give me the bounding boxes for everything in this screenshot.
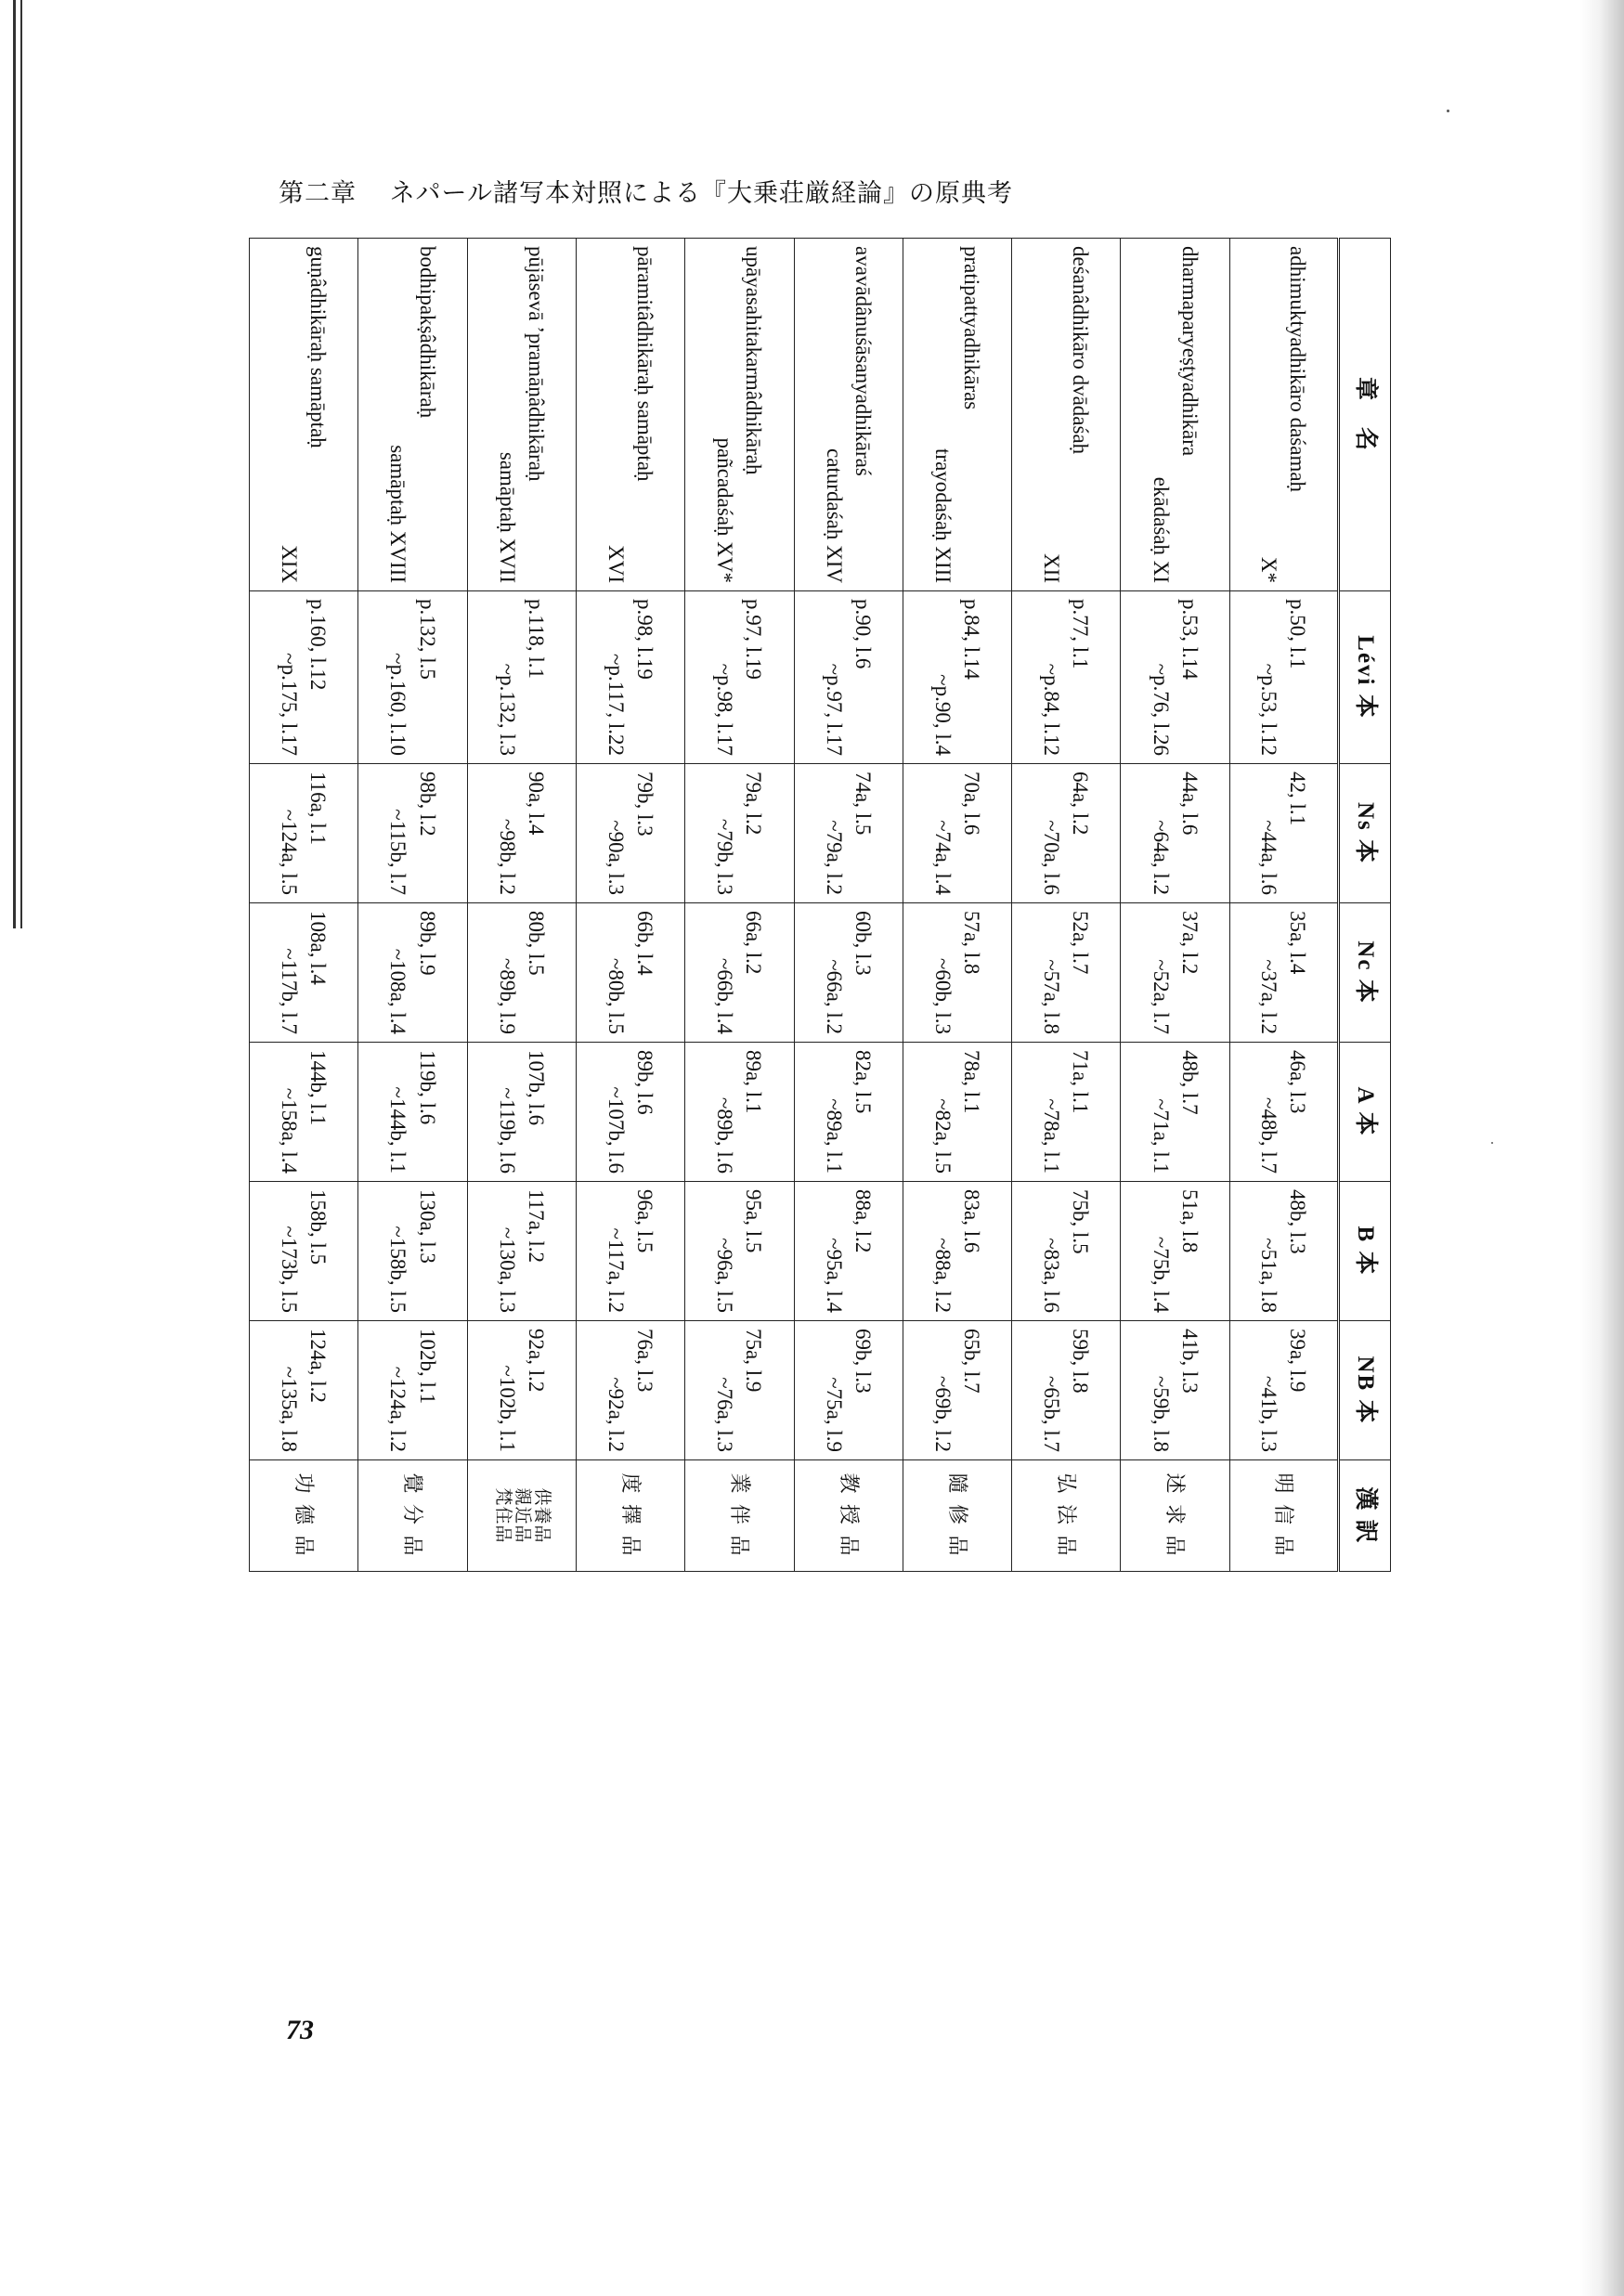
ref-end: ~59b, l.8 — [1149, 1375, 1173, 1452]
chapter-numeral: X* — [1257, 556, 1281, 583]
ref-end: ~82a, l.5 — [930, 1098, 955, 1174]
ref-cell-a — [903, 1043, 1011, 1182]
table-row — [903, 239, 1011, 1572]
chapter-name-cell — [467, 239, 576, 591]
table-row — [1121, 239, 1229, 1572]
chapter-name-cell — [1121, 239, 1229, 591]
ref-end: ~69b, l.2 — [930, 1375, 955, 1452]
ref-cell-a — [685, 1043, 794, 1182]
manuscript-concordance-table — [249, 238, 1391, 1572]
ref-end: ~144b, l.1 — [386, 1086, 410, 1174]
ref-cell-b — [794, 1182, 903, 1321]
ref-end: ~p.175, l.17 — [278, 653, 302, 756]
ref-end: ~90a, l.3 — [604, 820, 629, 895]
ref-end: ~76a, l.3 — [713, 1377, 737, 1452]
chapter-name-cell — [794, 239, 903, 591]
chinese-translation-cell — [467, 1460, 576, 1572]
ref-end: ~60b, l.3 — [930, 957, 955, 1034]
ref-cell-nc — [250, 903, 358, 1043]
ref-start: p.53, l.14 — [1177, 599, 1202, 680]
header-chinese: 漢 訳 — [1339, 1460, 1391, 1572]
ref-end: ~p.117, l.22 — [604, 654, 629, 756]
ref-end: ~158a, l.4 — [278, 1087, 302, 1174]
ref-start: 48b, l.3 — [1286, 1189, 1310, 1254]
ref-end: ~130a, l.3 — [495, 1226, 519, 1313]
ref-start: 89b, l.6 — [633, 1050, 657, 1115]
ref-cell-ns — [358, 764, 467, 903]
ref-start: 48b, l.7 — [1177, 1050, 1202, 1115]
ref-cell-nb — [358, 1321, 467, 1460]
chapter-name-cell — [903, 239, 1011, 591]
dust-speck — [1447, 110, 1449, 112]
ref-start: 79b, l.3 — [633, 772, 657, 837]
chinese-chapter-title: 明 信 品 — [1272, 1472, 1296, 1559]
header-nb: NB 本 — [1339, 1321, 1391, 1460]
chapter-numeral: pañcadaśaḥ XV* — [713, 437, 737, 583]
chinese-translation-cell — [685, 1460, 794, 1572]
concordance-table-frame — [249, 238, 1391, 1559]
ref-start: 80b, l.5 — [524, 911, 548, 976]
ref-cell-ns — [794, 764, 903, 903]
ref-cell-nc — [903, 903, 1011, 1043]
chinese-chapter-title: 述 求 品 — [1163, 1472, 1188, 1559]
ref-cell-ns — [467, 764, 576, 903]
ref-cell-levi — [250, 591, 358, 764]
page-number: 73 — [286, 2015, 314, 2045]
ref-cell-levi — [358, 591, 467, 764]
chinese-translation-cell — [794, 1460, 903, 1572]
ref-start: p.77, l.1 — [1069, 599, 1093, 669]
chapter-name-cell — [358, 239, 467, 591]
ref-end: ~79b, l.3 — [713, 818, 737, 895]
ref-cell-nc — [1229, 903, 1338, 1043]
ref-start: 39a, l.9 — [1286, 1329, 1310, 1393]
ref-end: ~65b, l.7 — [1040, 1375, 1064, 1452]
ref-cell-levi — [467, 591, 576, 764]
chapter-name: avavādânuśāsanyadhikāraś — [851, 246, 875, 476]
ref-end: ~71a, l.1 — [1149, 1098, 1173, 1174]
page-edge-shadow — [1579, 0, 1624, 2296]
header-ns: Ns 本 — [1339, 764, 1391, 903]
ref-start: p.98, l.19 — [633, 599, 657, 680]
ref-cell-nb — [903, 1321, 1011, 1460]
header-levi: Lévi 本 — [1339, 591, 1391, 764]
ref-end: ~119b, l.6 — [495, 1087, 519, 1174]
ref-start: 89a, l.1 — [742, 1050, 766, 1114]
chapter-numeral: ekādaśaḥ XI — [1149, 476, 1173, 583]
ref-start: p.160, l.12 — [306, 599, 331, 691]
ref-start: 74a, l.5 — [851, 772, 875, 836]
ref-start: 79a, l.2 — [742, 772, 766, 836]
ref-start: p.50, l.1 — [1286, 599, 1310, 669]
ref-start: 117a, l.2 — [524, 1189, 548, 1263]
ref-end: ~p.98, l.17 — [713, 663, 737, 756]
chinese-chapter-title: 弘 法 品 — [1055, 1472, 1079, 1559]
ref-end: ~p.84, l.12 — [1040, 663, 1064, 756]
table-row — [576, 239, 684, 1572]
ref-cell-ns — [1121, 764, 1229, 903]
ref-start: 83a, l.6 — [960, 1189, 984, 1253]
chinese-translation-cell — [576, 1460, 684, 1572]
table-row — [467, 239, 576, 1572]
ref-cell-a — [467, 1043, 576, 1182]
ref-end: ~98b, l.2 — [495, 818, 519, 895]
ref-start: 130a, l.3 — [415, 1189, 439, 1264]
chapter-label: 第二章 — [279, 179, 357, 207]
table-header-row — [1339, 239, 1391, 1572]
ref-end: ~96a, l.5 — [713, 1238, 737, 1313]
chapter-title: ネパール諸写本対照による『大乗荘厳経論』の原典考 — [389, 179, 1013, 207]
ref-start: 75b, l.5 — [1069, 1189, 1093, 1254]
ref-start: 108a, l.4 — [306, 911, 331, 985]
ref-end: ~37a, l.2 — [1257, 959, 1281, 1034]
chinese-chapter-title: 梵住品 — [493, 1487, 513, 1544]
ref-cell-a — [358, 1043, 467, 1182]
ref-end: ~75a, l.9 — [822, 1377, 846, 1452]
ref-start: 57a, l.8 — [960, 911, 984, 975]
chapter-name-cell — [576, 239, 684, 591]
header-a: A 本 — [1339, 1043, 1391, 1182]
ref-start: 59b, l.8 — [1069, 1329, 1093, 1394]
ref-start: 70a, l.6 — [960, 772, 984, 836]
chinese-chapter-title: 覺 分 品 — [401, 1472, 425, 1559]
ref-cell-nc — [685, 903, 794, 1043]
ref-start: p.84, l.14 — [960, 599, 984, 680]
ref-start: 92a, l.2 — [524, 1329, 548, 1393]
running-header — [279, 173, 1013, 209]
ref-cell-b — [358, 1182, 467, 1321]
ref-end: ~117b, l.7 — [278, 948, 302, 1034]
ref-cell-nc — [1121, 903, 1229, 1043]
table-row — [1229, 239, 1338, 1572]
chapter-name-cell — [250, 239, 358, 591]
chinese-translation-cell — [250, 1460, 358, 1572]
chapter-name: deśanâdhikāro dvādaśaḥ — [1069, 246, 1093, 455]
chapter-name: upāyasahitakarmâdhikāraḥ — [742, 246, 766, 475]
chinese-chapter-title: 供養品 — [532, 1487, 552, 1544]
ref-cell-a — [1229, 1043, 1338, 1182]
ref-end: ~70a, l.6 — [1040, 820, 1064, 895]
ref-end: ~89b, l.9 — [495, 957, 519, 1034]
ref-end: ~44a, l.6 — [1257, 820, 1281, 895]
chapter-numeral: XIX — [278, 545, 302, 583]
ref-cell-b — [1012, 1182, 1121, 1321]
ref-start: 41b, l.3 — [1177, 1329, 1202, 1394]
ref-start: 65b, l.7 — [960, 1329, 984, 1394]
ref-start: 66a, l.2 — [742, 911, 766, 975]
chapter-name-cell — [685, 239, 794, 591]
chinese-chapter-title: 親近品 — [513, 1487, 533, 1544]
chapter-numeral: caturdaśaḥ XIV — [822, 448, 846, 583]
ref-cell-levi — [903, 591, 1011, 764]
ref-cell-nb — [250, 1321, 358, 1460]
ref-end: ~75b, l.4 — [1149, 1236, 1173, 1313]
ref-end: ~89b, l.6 — [713, 1096, 737, 1174]
ref-end: ~66a, l.2 — [822, 959, 846, 1034]
ref-end: ~117a, l.2 — [604, 1227, 629, 1313]
ref-cell-b — [903, 1182, 1011, 1321]
ref-start: p.118, l.1 — [524, 599, 548, 680]
ref-start: 82a, l.5 — [851, 1050, 875, 1114]
chinese-chapter-title: 業 伴 品 — [728, 1472, 752, 1559]
ref-cell-b — [467, 1182, 576, 1321]
ref-cell-a — [1121, 1043, 1229, 1182]
ref-end: ~66b, l.4 — [713, 957, 737, 1034]
ref-cell-nb — [576, 1321, 684, 1460]
chinese-chapter-title: 度 擇 品 — [618, 1472, 643, 1559]
ref-start: 75a, l.9 — [742, 1329, 766, 1393]
binding-rule-left-2 — [20, 0, 22, 928]
ref-end: ~64a, l.2 — [1149, 820, 1173, 895]
ref-start: 51a, l.8 — [1177, 1189, 1202, 1253]
chapter-numeral: XII — [1040, 553, 1064, 583]
chapter-name: pūjāsevā ’pramāṇâdhikāraḥ — [524, 246, 548, 482]
chinese-chapter-title: 功 德 品 — [292, 1472, 317, 1559]
ref-cell-ns — [576, 764, 684, 903]
table-row — [1012, 239, 1121, 1572]
ref-start: 52a, l.7 — [1069, 911, 1093, 975]
ref-end: ~51a, l.8 — [1257, 1238, 1281, 1313]
ref-end: ~79a, l.2 — [822, 820, 846, 895]
ref-start: 144b, l.1 — [306, 1050, 331, 1126]
chapter-name: pāramitâdhikāraḥ samāptaḥ — [633, 246, 657, 482]
table-row — [685, 239, 794, 1572]
ref-cell-nc — [794, 903, 903, 1043]
ref-start: 89b, l.9 — [415, 911, 439, 976]
ref-end: ~41b, l.3 — [1257, 1375, 1281, 1452]
ref-start: p.97, l.19 — [742, 599, 766, 680]
ref-start: 158b, l.5 — [306, 1189, 331, 1265]
ref-start: 37a, l.2 — [1177, 911, 1202, 975]
ref-start: 35a, l.4 — [1286, 911, 1310, 975]
ref-end: ~158b, l.5 — [386, 1226, 410, 1313]
ref-start: 98b, l.2 — [415, 772, 439, 837]
dust-speck — [1491, 1142, 1493, 1144]
chinese-translation-cell — [358, 1460, 467, 1572]
ref-end: ~88a, l.2 — [930, 1238, 955, 1313]
ref-cell-b — [1121, 1182, 1229, 1321]
ref-cell-nb — [794, 1321, 903, 1460]
ref-cell-nc — [467, 903, 576, 1043]
ref-cell-ns — [1012, 764, 1121, 903]
ref-start: 64a, l.2 — [1069, 772, 1093, 836]
chapter-name-cell — [1229, 239, 1338, 591]
ref-cell-nc — [358, 903, 467, 1043]
ref-start: 69b, l.3 — [851, 1329, 875, 1394]
ref-end: ~124a, l.2 — [386, 1366, 410, 1452]
chinese-chapter-title: 教 授 品 — [837, 1472, 861, 1559]
ref-end: ~p.97, l.17 — [822, 663, 846, 756]
ref-end: ~57a, l.8 — [1040, 959, 1064, 1034]
ref-start: 42, l.1 — [1286, 772, 1310, 826]
chapter-name-cell — [1012, 239, 1121, 591]
ref-end: ~108a, l.4 — [386, 948, 410, 1034]
chapter-name: bodhipakṣâdhikāraḥ — [415, 246, 439, 419]
ref-end: ~89a, l.1 — [822, 1098, 846, 1174]
ref-cell-nc — [576, 903, 684, 1043]
ref-cell-levi — [576, 591, 684, 764]
ref-start: 88a, l.2 — [851, 1189, 875, 1253]
ref-start: 119b, l.6 — [415, 1050, 439, 1125]
ref-cell-a — [576, 1043, 684, 1182]
header-b: B 本 — [1339, 1182, 1391, 1321]
ref-cell-b — [685, 1182, 794, 1321]
ref-start: 90a, l.4 — [524, 772, 548, 836]
ref-cell-nb — [1229, 1321, 1338, 1460]
ref-end: ~135a, l.8 — [278, 1366, 302, 1452]
ref-cell-nb — [1012, 1321, 1121, 1460]
ref-cell-ns — [1229, 764, 1338, 903]
ref-end: ~173b, l.5 — [278, 1226, 302, 1313]
table-row — [358, 239, 467, 1572]
binding-rule-left — [13, 0, 16, 928]
ref-start: 60b, l.3 — [851, 911, 875, 976]
ref-cell-a — [1012, 1043, 1121, 1182]
ref-cell-levi — [1012, 591, 1121, 764]
table-body — [250, 239, 1339, 1572]
ref-end: ~80b, l.5 — [604, 957, 629, 1034]
ref-cell-levi — [1229, 591, 1338, 764]
chinese-translation-cell — [1121, 1460, 1229, 1572]
ref-cell-b — [250, 1182, 358, 1321]
ref-start: 71a, l.1 — [1069, 1050, 1093, 1114]
ref-end: ~p.132, l.3 — [495, 663, 519, 756]
ref-end: ~92a, l.2 — [604, 1377, 629, 1452]
ref-end: ~p.90, l.4 — [930, 674, 955, 756]
ref-cell-nb — [1121, 1321, 1229, 1460]
ref-start: p.90, l.6 — [851, 599, 875, 669]
table-row — [794, 239, 903, 1572]
ref-cell-nb — [467, 1321, 576, 1460]
ref-end: ~74a, l.4 — [930, 820, 955, 895]
chinese-translation-cell — [1012, 1460, 1121, 1572]
chapter-numeral: XVI — [604, 545, 629, 583]
ref-cell-a — [250, 1043, 358, 1182]
ref-start: 107b, l.6 — [524, 1050, 548, 1126]
ref-end: ~107b, l.6 — [604, 1086, 629, 1174]
header-nc: Nc 本 — [1339, 903, 1391, 1043]
ref-start: 116a, l.1 — [306, 772, 331, 845]
ref-cell-levi — [794, 591, 903, 764]
ref-cell-b — [1229, 1182, 1338, 1321]
ref-end: ~102b, l.1 — [495, 1365, 519, 1452]
ref-start: 44a, l.6 — [1177, 772, 1202, 836]
chapter-name: pratipattyadhikāras — [960, 246, 984, 410]
ref-cell-nb — [685, 1321, 794, 1460]
chapter-numeral: trayodaśaḥ XIII — [930, 448, 955, 583]
ref-start: 95a, l.5 — [742, 1189, 766, 1253]
ref-end: ~p.53, l.12 — [1257, 663, 1281, 756]
ref-start: p.132, l.5 — [415, 599, 439, 680]
ref-cell-b — [576, 1182, 684, 1321]
ref-cell-nc — [1012, 903, 1121, 1043]
ref-start: 76a, l.3 — [633, 1329, 657, 1393]
ref-cell-ns — [250, 764, 358, 903]
ref-cell-ns — [685, 764, 794, 903]
ref-end: ~124a, l.5 — [278, 809, 302, 895]
chapter-name: dharmaparyeṣṭyadhikāra — [1177, 246, 1202, 457]
ref-end: ~48b, l.7 — [1257, 1096, 1281, 1174]
ref-end: ~p.160, l.10 — [386, 653, 410, 756]
chapter-name: adhimuktyadhikāro daśamaḥ — [1286, 246, 1310, 493]
ref-start: 46a, l.3 — [1286, 1050, 1310, 1114]
ref-end: ~83a, l.6 — [1040, 1238, 1064, 1313]
ref-end: ~95a, l.4 — [822, 1238, 846, 1313]
ref-start: 96a, l.5 — [633, 1189, 657, 1253]
ref-start: 124a, l.2 — [306, 1329, 331, 1403]
chapter-numeral: samāptaḥ XVIII — [386, 445, 410, 583]
ref-end: ~52a, l.7 — [1149, 959, 1173, 1034]
chinese-translation-cell — [1229, 1460, 1338, 1572]
ref-cell-a — [794, 1043, 903, 1182]
ref-cell-ns — [903, 764, 1011, 903]
ref-end: ~78a, l.1 — [1040, 1098, 1064, 1174]
rotated-table-container — [249, 238, 1391, 1559]
ref-end: ~p.76, l.26 — [1149, 663, 1173, 756]
chapter-numeral: samāptaḥ XVII — [495, 451, 519, 583]
chinese-chapter-title: 隨 修 品 — [945, 1472, 969, 1559]
ref-cell-levi — [1121, 591, 1229, 764]
ref-start: 66b, l.4 — [633, 911, 657, 976]
ref-cell-levi — [685, 591, 794, 764]
header-chapter-name: 章 名 — [1339, 239, 1391, 591]
chinese-translation-cell — [903, 1460, 1011, 1572]
ref-end: ~115b, l.7 — [386, 809, 410, 895]
ref-start: 78a, l.1 — [960, 1050, 984, 1114]
ref-start: 102b, l.1 — [415, 1329, 439, 1405]
chapter-name: guṇâdhikāraḥ samāptaḥ — [306, 246, 331, 448]
table-row — [250, 239, 358, 1572]
